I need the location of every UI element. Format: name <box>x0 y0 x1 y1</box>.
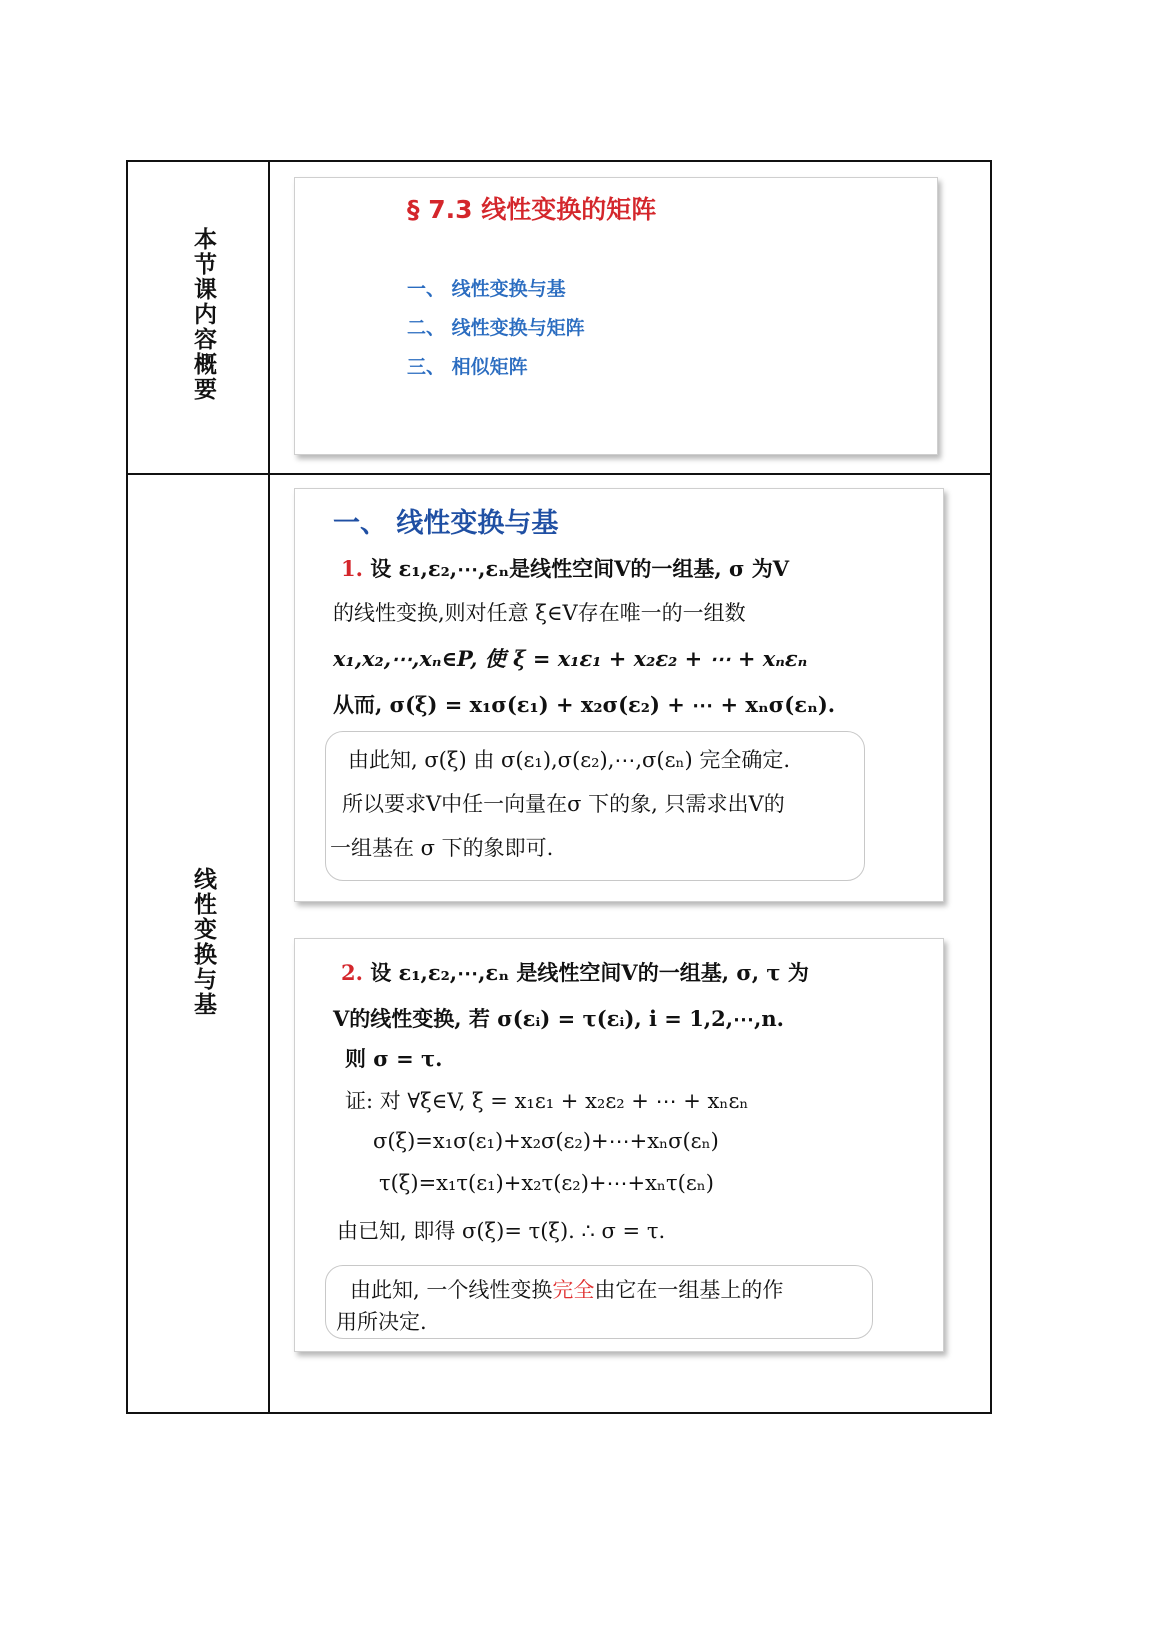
column-divider <box>268 162 270 1412</box>
section-heading: 一、 线性变换与基 <box>333 508 559 539</box>
note2-line-1 <box>350 1274 783 1304</box>
statement2-line-2: V的线性变换, 若 σ(εᵢ) = τ(εᵢ), i = 1,2,⋯,n. <box>333 1006 784 1031</box>
statement-line-2: 的线性变换,则对任意 ξ∈V存在唯一的一组数 <box>333 601 746 625</box>
proof-line-3: τ(ξ)=x₁τ(ε₁)+x₂τ(ε₂)+⋯+xₙτ(εₙ) <box>379 1171 714 1195</box>
basis-slide-2 <box>294 938 944 1352</box>
note-line-2: 所以要求V中任一向量在σ 下的象, 只需求出V的 <box>342 792 785 816</box>
slide-title: § 7.3 线性变换的矩阵 <box>407 195 657 224</box>
basis-slide-1 <box>294 488 944 902</box>
statement-line-4: 从而, σ(ξ) = x₁σ(ε₁) + x₂σ(ε₂) + ⋯ + xₙσ(εₙ). <box>333 692 836 717</box>
statement-line-3: x₁,x₂,⋯,xₙ∈P, 使 ξ = x₁ε₁ + x₂ε₂ + ⋯ + xₙεₙ <box>333 646 808 671</box>
note-box <box>325 731 865 881</box>
statement2-line-1 <box>341 957 809 987</box>
note2-text-post: 由它在一组基上的作 <box>594 1278 784 1302</box>
note-box-2 <box>325 1265 873 1339</box>
outline-item-2: 二、 线性变换与矩阵 <box>407 317 585 339</box>
statement2-line-3: 则 σ = τ. <box>345 1046 443 1071</box>
statement-text-1: 设 ε₁,ε₂,⋯,εₙ是线性空间V的一组基, σ 为V <box>370 556 790 581</box>
item-number-2: 2. <box>341 960 363 985</box>
proof-line-1: 证: 对 ∀ξ∈V, ξ = x₁ε₁ + x₂ε₂ + ⋯ + xₙεₙ <box>345 1089 749 1113</box>
outline-item-1: 一、 线性变换与基 <box>407 278 566 300</box>
note2-highlight: 完全 <box>552 1278 595 1302</box>
row-divider <box>128 473 990 475</box>
note2-line-2: 用所决定. <box>336 1310 427 1334</box>
proof-conclusion: 由已知, 即得 σ(ξ)= τ(ξ). ∴ σ = τ. <box>337 1219 666 1243</box>
row-label-overview: 本节课内容概要 <box>190 227 216 402</box>
statement-line-1 <box>341 553 789 583</box>
outline-item-3: 三、 相似矩阵 <box>407 356 528 378</box>
overview-slide <box>294 177 938 455</box>
statement2-text-1: 设 ε₁,ε₂,⋯,εₙ 是线性空间V的一组基, σ, τ 为 <box>370 960 809 985</box>
row-label-topic: 线性变换与基 <box>190 867 216 1017</box>
proof-line-2: σ(ξ)=x₁σ(ε₁)+x₂σ(ε₂)+⋯+xₙσ(εₙ) <box>373 1129 719 1153</box>
item-number: 1. <box>341 556 363 581</box>
note-line-3: 一组基在 σ 下的象即可. <box>330 836 554 860</box>
lesson-table <box>126 160 992 1414</box>
note-line-1: 由此知, σ(ξ) 由 σ(ε₁),σ(ε₂),⋯,σ(εₙ) 完全确定. <box>348 748 791 772</box>
note2-text-pre: 由此知, 一个线性变换 <box>350 1278 553 1302</box>
